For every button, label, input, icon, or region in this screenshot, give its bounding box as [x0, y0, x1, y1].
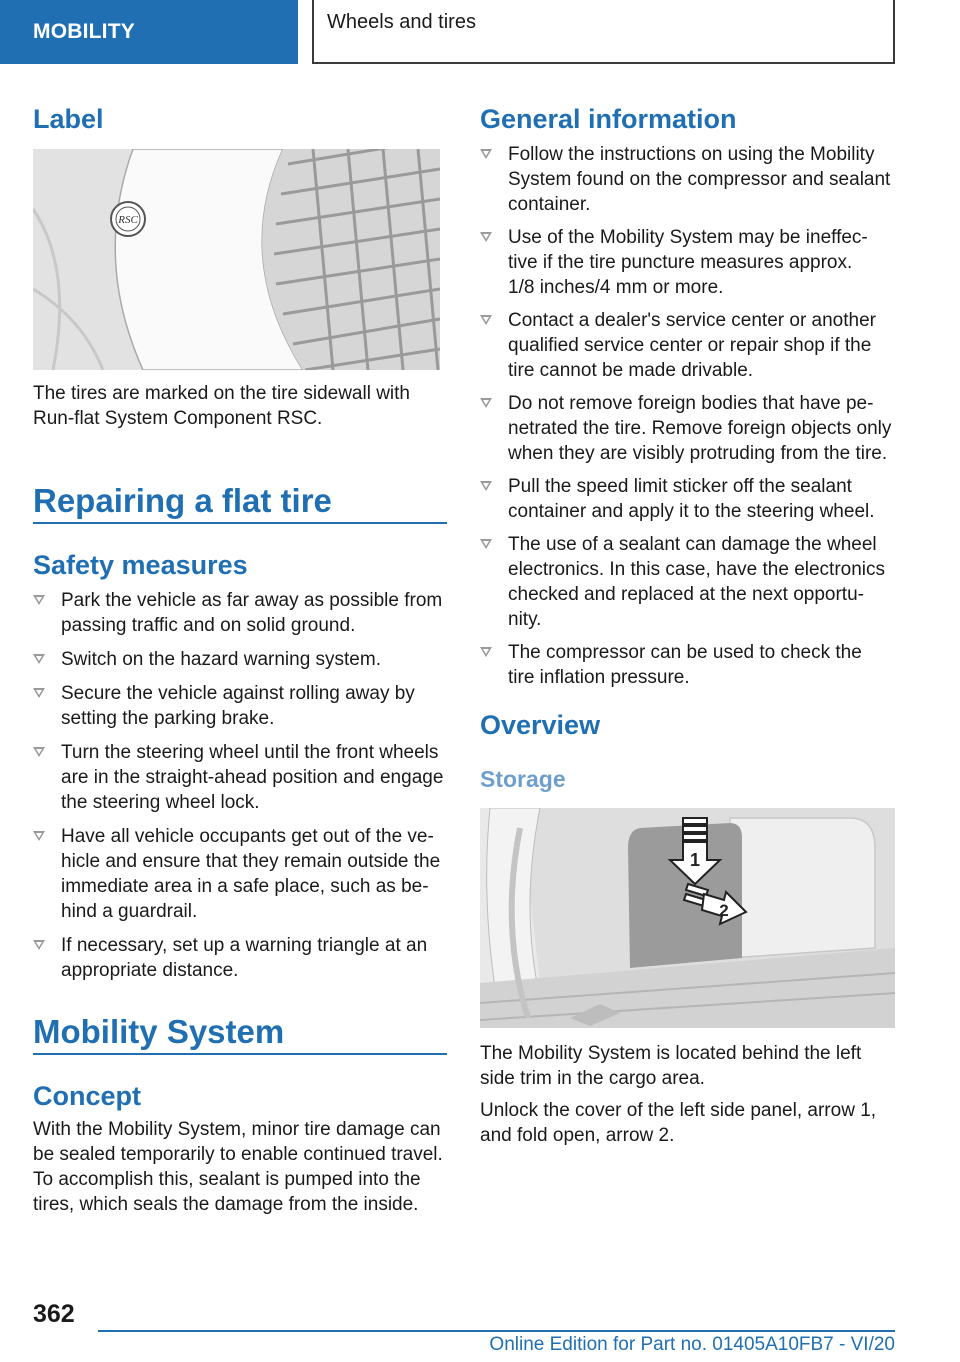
bullet-triangle-icon [480, 481, 492, 491]
bullet-triangle-icon [33, 747, 45, 757]
list-item-line: Do not remove foreign bodies that have pe‐ [508, 393, 874, 414]
list-item-line: Contact a dealer's service center or another [508, 310, 876, 331]
list-item-line: 1/8 inches/4 mm or more. [508, 277, 724, 298]
tire-illustration [33, 149, 440, 370]
list-item-line: when they are visibly protruding from the tire. [508, 443, 888, 464]
list-item-line: tive if the tire puncture measures approx. [508, 252, 853, 273]
list-item [33, 681, 447, 731]
svg-text:1: 1 [689, 850, 701, 870]
list-item [480, 532, 896, 632]
chapter-tab [312, 0, 895, 64]
list-item-line: hind a guardrail. [61, 901, 198, 922]
list-item-line: immediate area in a safe place, such as be‐ [61, 876, 429, 897]
safety-list [33, 588, 447, 983]
bullet-triangle-icon [480, 232, 492, 242]
list-item-line: container and apply it to the steering wheel. [508, 501, 875, 522]
storage-description: The Mobility System is located behind the left side trim in the cargo area. [480, 1043, 862, 1089]
overview-heading: Overview [480, 710, 601, 740]
section-tab: MOBILITY [0, 0, 298, 64]
list-item [480, 308, 896, 383]
bullet-triangle-icon [33, 688, 45, 698]
list-item-line: Secure the vehicle against rolling away by [61, 683, 415, 704]
list-item-line: tire cannot be made drivable. [508, 360, 754, 381]
list-item-line: qualified service center or repair shop if the [508, 335, 872, 356]
list-item-line: Follow the instructions on using the Mobility [508, 144, 875, 165]
label-heading: Label [33, 104, 104, 134]
list-item-line: hicle and ensure that they remain outside the [61, 851, 441, 872]
list-item [33, 740, 447, 815]
cargo-illustration [480, 808, 895, 1028]
list-item-line: electronics. In this case, have the electronics [508, 559, 886, 580]
label-description: The tires are marked on the tire sidewall with Run-flat System Component RSC. [33, 383, 410, 429]
bullet-triangle-icon [480, 315, 492, 325]
chapter-title: Wheels and tires [327, 11, 476, 33]
bullet-triangle-icon [480, 398, 492, 408]
bullet-triangle-icon [33, 654, 45, 664]
list-item-line: If necessary, set up a warning triangle at an [61, 935, 428, 956]
list-item [480, 474, 896, 524]
list-item-line: The use of a sealant can damage the wheel [508, 534, 877, 555]
list-item-line: System found on the compressor and sealant [508, 169, 891, 190]
page-number: 362 [33, 1300, 75, 1328]
list-item-line: The compressor can be used to check the [508, 642, 862, 663]
list-item [33, 824, 447, 924]
list-item-line: checked and replaced at the next opportu‐ [508, 584, 864, 605]
general-info-list [480, 142, 896, 690]
list-item [480, 640, 896, 690]
list-item-line: the steering wheel lock. [61, 792, 260, 813]
list-item-line: Use of the Mobility System may be ineffec‐ [508, 227, 868, 248]
heading-rule [33, 1053, 447, 1055]
svg-text:RSC: RSC [118, 214, 138, 226]
storage-heading: Storage [480, 766, 566, 792]
list-item-line: setting the parking brake. [61, 708, 275, 729]
footer-rule [98, 1330, 895, 1332]
list-item-line: are in the straight-ahead position and engage [61, 767, 444, 788]
concept-text: With the Mobility System, minor tire damage can be sealed temporarily to enable continued travel. To accomplish this, sealant is pumped into the tires, which seals the damage from the inside. [33, 1119, 443, 1215]
safety-heading: Safety measures [33, 550, 248, 580]
bullet-triangle-icon [33, 831, 45, 841]
list-item [33, 933, 447, 983]
svg-text:2: 2 [719, 901, 729, 920]
bullet-triangle-icon [480, 539, 492, 549]
heading-rule [33, 522, 447, 524]
mobility-system-heading: Mobility System [33, 1013, 285, 1050]
list-item-line: passing traffic and on solid ground. [61, 615, 356, 636]
list-item [480, 391, 896, 466]
bullet-triangle-icon [33, 940, 45, 950]
repair-heading: Repairing a flat tire [33, 482, 332, 519]
bullet-triangle-icon [480, 149, 492, 159]
list-item-line: container. [508, 194, 591, 215]
list-item-line: tire inflation pressure. [508, 667, 690, 688]
list-item [33, 647, 447, 672]
general-info-heading: General information [480, 104, 737, 134]
bullet-triangle-icon [480, 647, 492, 657]
storage-instruction: Unlock the cover of the left side panel, arrow 1, and fold open, arrow 2. [480, 1100, 877, 1146]
list-item-line: Have all vehicle occupants get out of the ve‐ [61, 826, 434, 847]
list-item [480, 225, 896, 300]
concept-heading: Concept [33, 1081, 141, 1111]
list-item-line: Turn the steering wheel until the front wheels [61, 742, 439, 763]
list-item [33, 588, 447, 638]
bullet-triangle-icon [33, 595, 45, 605]
tire-sidewall-image [33, 149, 440, 370]
edition-text: Online Edition for Part no. 01405A10FB7 - VI/20 [489, 1334, 895, 1355]
list-item [480, 142, 896, 217]
list-item-line: appropriate distance. [61, 960, 239, 981]
list-item-line: nity. [508, 609, 542, 630]
list-item-line: Switch on the hazard warning system. [61, 649, 381, 670]
list-item-line: netrated the tire. Remove foreign objects only [508, 418, 892, 439]
list-item-line: Park the vehicle as far away as possible from [61, 590, 443, 611]
list-item-line: Pull the speed limit sticker off the sealant [508, 476, 852, 497]
cargo-area-image [480, 808, 895, 1028]
